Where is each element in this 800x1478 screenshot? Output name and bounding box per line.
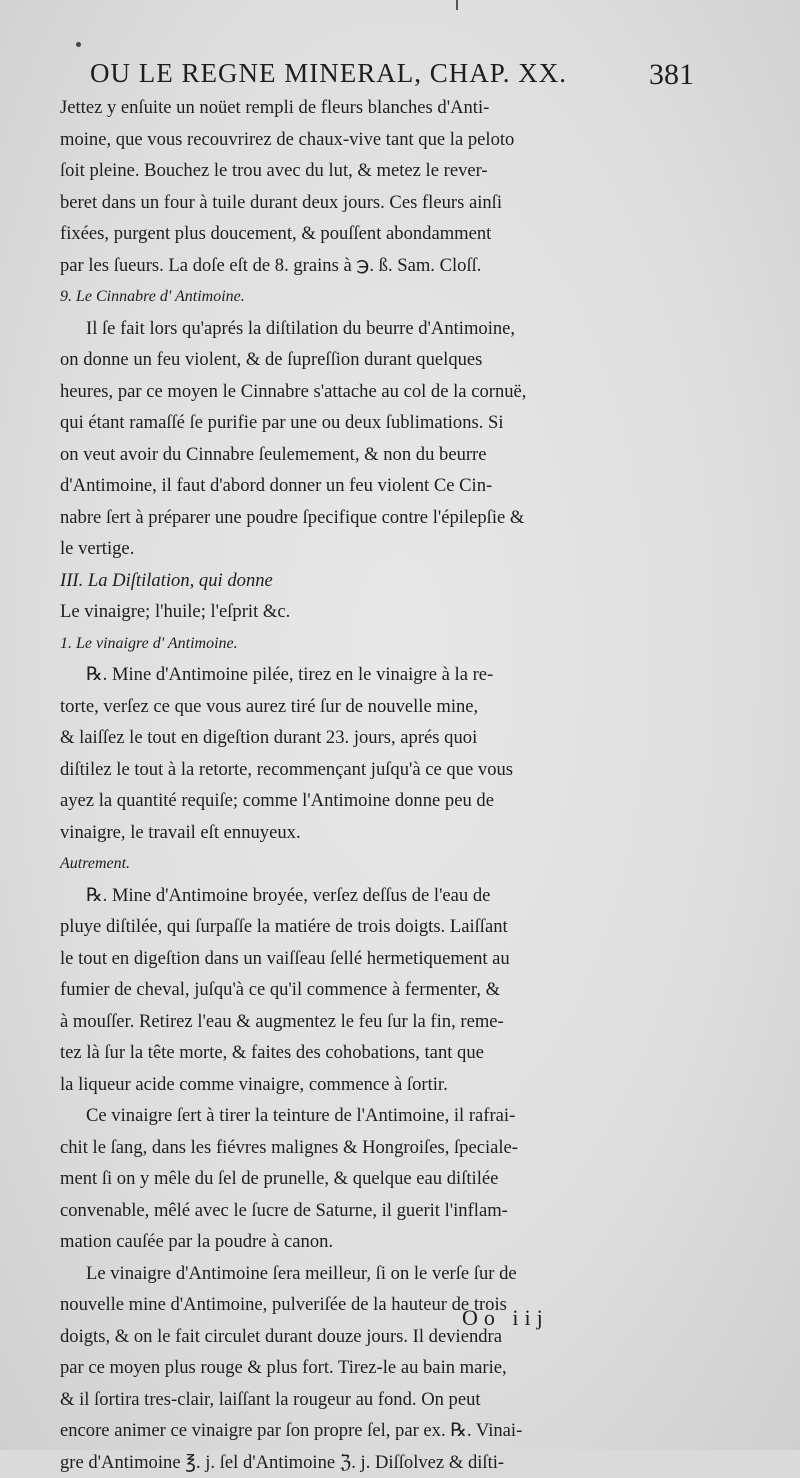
text-line: nabre ſert à préparer une poudre ſpecifique contre l'épilepſie & xyxy=(60,502,696,534)
text-line: la liqueur acide comme vinaigre, commence à ſortir. xyxy=(60,1069,696,1101)
signature-mark: Oo iij xyxy=(462,1305,549,1331)
text-line: & il ſortira tres-clair, laiſſant la rougeur au fond. On peut xyxy=(60,1384,696,1416)
section-heading: 9. Le Cinnabre d' Antimoine. xyxy=(60,281,696,313)
text-line: ment ſi on y mêle du ſel de prunelle, & quelque eau diſtilée xyxy=(60,1163,696,1195)
text-line: fixées, purgent plus doucement, & pouſſent abondamment xyxy=(60,218,696,250)
section-heading: Autrement. xyxy=(60,848,696,880)
text-line: le tout en digeſtion dans un vaiſſeau ſellé hermetiquement au xyxy=(60,943,696,975)
text-line: doigts, & on le fait circulet durant douze jours. Il deviendra xyxy=(60,1321,696,1353)
ink-spot xyxy=(76,42,81,47)
text-line: beret dans un four à tuile durant deux jours. Ces fleurs ainſi xyxy=(60,187,696,219)
text-line: Le vinaigre; l'huile; l'eſprit &c. xyxy=(60,596,696,628)
section-heading: 1. Le vinaigre d' Antimoine. xyxy=(60,628,696,660)
text-line: d'Antimoine, il faut d'abord donner un feu violent Ce Cin- xyxy=(60,470,696,502)
text-line: ſoit pleine. Bouchez le trou avec du lut, & metez le rever- xyxy=(60,155,696,187)
text-line: on veut avoir du Cinnabre ſeulemement, & non du beurre xyxy=(60,439,696,471)
text-line: gre d'Antimoine ℥. j. ſel d'Antimoine ℨ. j. Diſſolvez & diſti- xyxy=(60,1447,696,1478)
text-line: on donne un feu violent, & de ſupreſſion durant quelques xyxy=(60,344,696,376)
text-line: encore animer ce vinaigre par ſon propre ſel, par ex. ℞. Vinai- xyxy=(60,1415,696,1447)
text-line: Le vinaigre d'Antimoine ſera meilleur, ſi on le verſe ſur de xyxy=(60,1258,696,1290)
text-line: torte, verſez ce que vous aurez tiré ſur de nouvelle mine, xyxy=(60,691,696,723)
text-line: ℞. Mine d'Antimoine broyée, verſez deſſus de l'eau de xyxy=(60,880,696,912)
text-line: diſtilez le tout à la retorte, recommençant juſqu'à ce que vous xyxy=(60,754,696,786)
text-line: pluye diſtilée, qui ſurpaſſe la matiére de trois doigts. Laiſſant xyxy=(60,911,696,943)
text-line: tez là ſur la tête morte, & faites des cohobations, tant que xyxy=(60,1037,696,1069)
text-line: moine, que vous recouvrirez de chaux-vive tant que la peloto xyxy=(60,124,696,156)
page-number: 381 xyxy=(649,58,694,92)
text-line: le vertige. xyxy=(60,533,696,565)
section-heading: III. La Diſtilation, qui donne xyxy=(60,565,696,597)
text-line: convenable, mêlé avec le ſucre de Saturne, il guerit l'inflam- xyxy=(60,1195,696,1227)
page-body xyxy=(60,92,696,1478)
text-line: Jettez y enſuite un noüet rempli de fleurs blanches d'Anti- xyxy=(60,92,696,124)
text-line: mation cauſée par la poudre à canon. xyxy=(60,1226,696,1258)
running-title: OU LE REGNE MINERAL, CHAP. XX. xyxy=(90,58,567,89)
text-line: qui étant ramaſſé ſe purifie par une ou deux ſublimations. Si xyxy=(60,407,696,439)
text-line: fumier de cheval, juſqu'à ce qu'il commence à fermenter, & xyxy=(60,974,696,1006)
text-line: ℞. Mine d'Antimoine pilée, tirez en le vinaigre à la re- xyxy=(60,659,696,691)
text-line: ayez la quantité requiſe; comme l'Antimoine donne peu de xyxy=(60,785,696,817)
page-edge-mark xyxy=(456,0,458,10)
text-line: chit le ſang, dans les fiévres malignes & Hongroiſes, ſpeciale- xyxy=(60,1132,696,1164)
text-line: nouvelle mine d'Antimoine, pulveriſée de la hauteur de trois xyxy=(60,1289,696,1321)
text-line: Ce vinaigre ſert à tirer la teinture de l'Antimoine, il rafrai- xyxy=(60,1100,696,1132)
text-line: à mouſſer. Retirez l'eau & augmentez le feu ſur la fin, reme- xyxy=(60,1006,696,1038)
text-line: Il ſe fait lors qu'aprés la diſtilation du beurre d'Antimoine, xyxy=(60,313,696,345)
text-line: par ce moyen plus rouge & plus fort. Tirez-le au bain marie, xyxy=(60,1352,696,1384)
text-line: vinaigre, le travail eſt ennuyeux. xyxy=(60,817,696,849)
text-line: & laiſſez le tout en digeſtion durant 23. jours, aprés quoi xyxy=(60,722,696,754)
text-line: par les ſueurs. La doſe eſt de 8. grains à ℈. ß. Sam. Cloſſ. xyxy=(60,250,696,282)
text-line: heures, par ce moyen le Cinnabre s'attache au col de la cornuë, xyxy=(60,376,696,408)
